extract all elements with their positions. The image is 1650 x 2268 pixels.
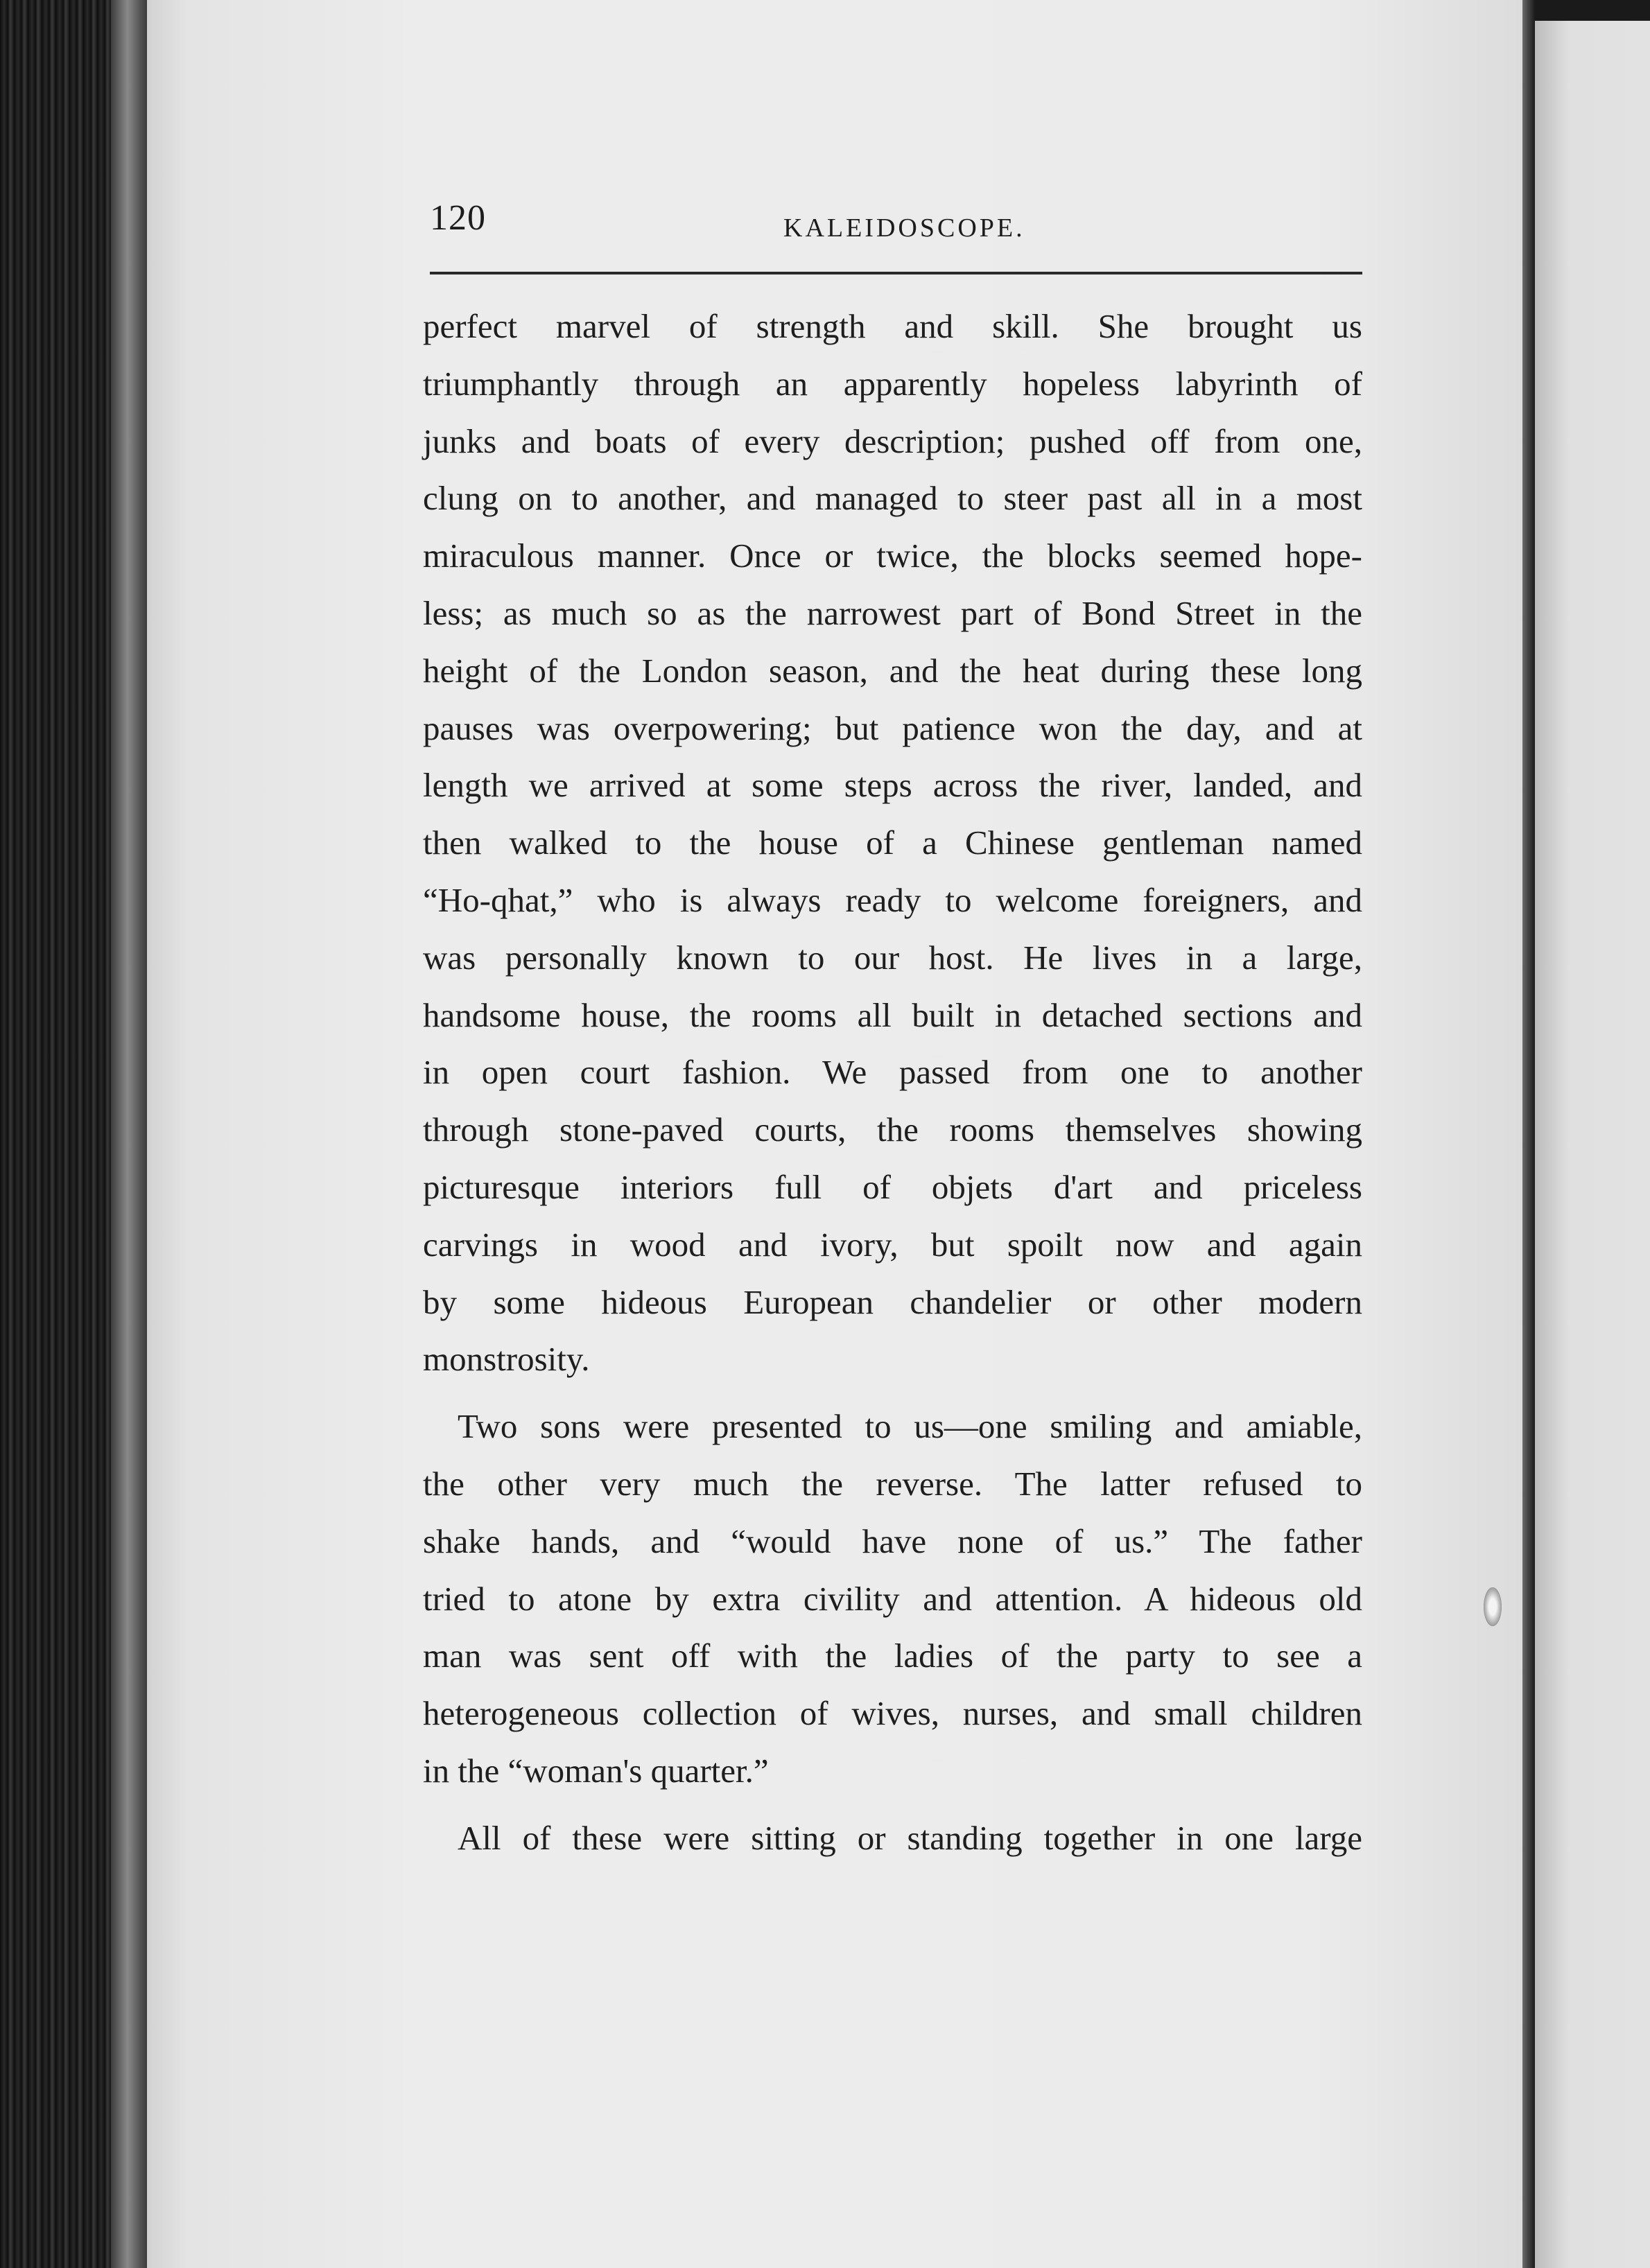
page-edge-shadow (1522, 0, 1535, 2268)
text-line: junks and boats of every description; pushed off from one, (423, 421, 1362, 460)
text-line: tried to atone by extra civility and attention. A hideous old (423, 1579, 1362, 1618)
header-rule (430, 272, 1362, 274)
text-line: monstrosity. (423, 1340, 590, 1379)
text-line: Two sons were presented to us—one smiling and amiable, (458, 1407, 1362, 1446)
paragraph (423, 1398, 1362, 1800)
text-line: heterogeneous collection of wives, nurses, and small children (423, 1694, 1362, 1733)
text-line: carvings in wood and ivory, but spoilt now and again (423, 1225, 1362, 1264)
text-line: by some hideous European chandelier or other modern (423, 1282, 1362, 1321)
body-text (423, 298, 1362, 1867)
running-head: KALEIDOSCOPE. (783, 213, 1025, 243)
text-line: handsome house, the rooms all built in detached sections and (423, 995, 1362, 1034)
text-line: triumphantly through an apparently hopeless labyrinth of (423, 364, 1362, 403)
text-line: miraculous manner. Once or twice, the blocks seemed hope- (423, 537, 1362, 575)
text-line: picturesque interiors full of objets d'art and priceless (423, 1167, 1362, 1206)
text-line: less; as much so as the narrowest part of Bond Street in the (423, 593, 1362, 632)
text-line: length we arrived at some steps across the river, landed, and (423, 766, 1362, 805)
facing-page (1535, 21, 1650, 2268)
page-number: 120 (430, 198, 486, 238)
text-line: the other very much the reverse. The latter refused to (423, 1464, 1362, 1503)
text-line: clung on to another, and managed to steer past all in a most (423, 479, 1362, 518)
text-line: man was sent off with the ladies of the party to see a (423, 1637, 1362, 1675)
text-line: in the “woman's quarter.” (423, 1751, 769, 1790)
paragraph-gap (423, 1800, 1362, 1810)
text-line: then walked to the house of a Chinese gentleman named (423, 823, 1362, 862)
text-line: pauses was overpowering; but patience won the day, and at (423, 708, 1362, 747)
page-edge-tab (1484, 1587, 1502, 1626)
text-line: in open court fashion. We passed from one to another (423, 1053, 1362, 1092)
paragraph-gap (423, 1388, 1362, 1398)
text-line: “Ho-qhat,” who is always ready to welcome foreigners, and (423, 880, 1362, 919)
book-gutter (111, 0, 153, 2268)
text-line: height of the London season, and the heat during these long (423, 651, 1362, 690)
text-line: perfect marvel of strength and skill. She brought us (423, 307, 1362, 345)
paragraph (423, 298, 1362, 1388)
text-line: was personally known to our host. He lives in a large, (423, 938, 1362, 977)
page-header (430, 198, 1362, 253)
paragraph (423, 1810, 1362, 1867)
text-line: All of these were sitting or standing together in one large (458, 1818, 1362, 1857)
text-line: shake hands, and “would have none of us.” The father (423, 1521, 1362, 1560)
text-line: through stone-paved courts, the rooms themselves showing (423, 1110, 1362, 1149)
